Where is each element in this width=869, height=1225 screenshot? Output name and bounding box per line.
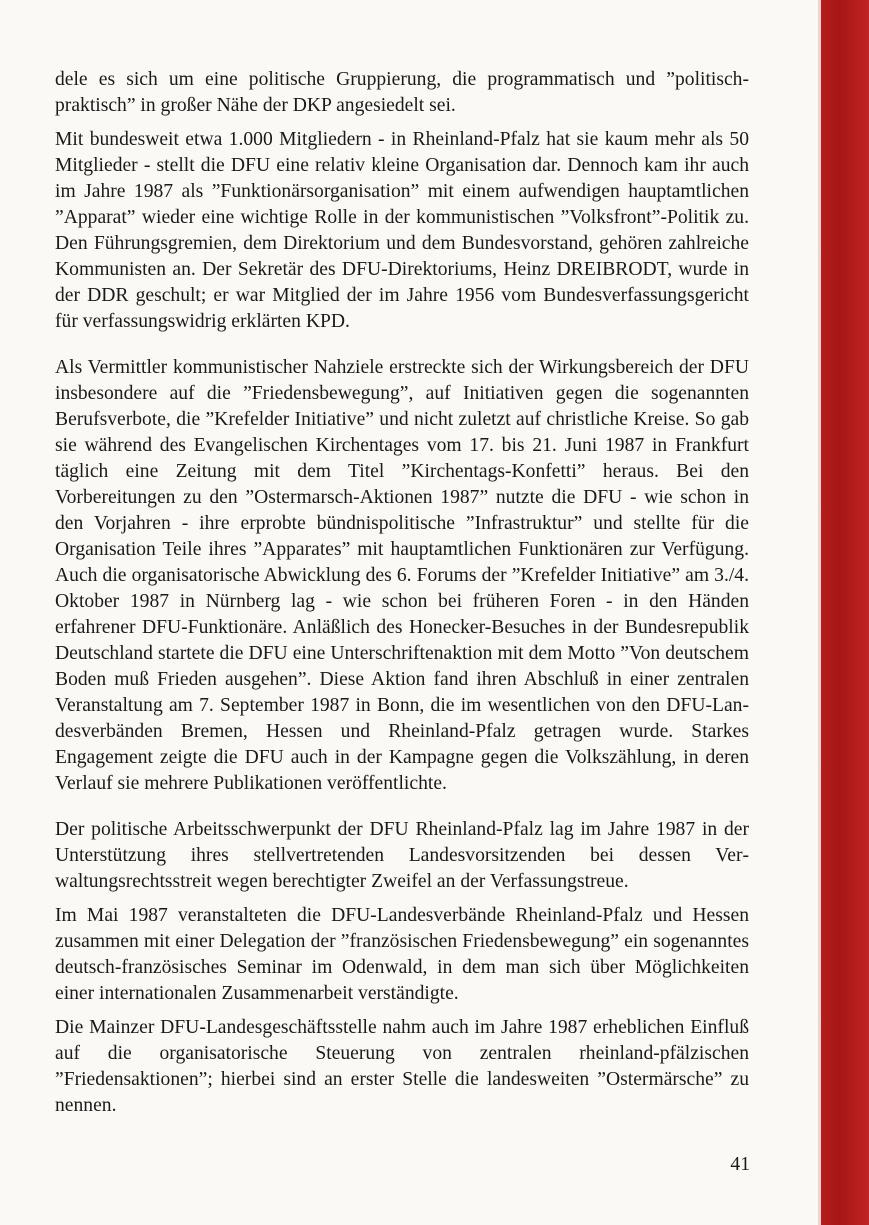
- red-margin-band: [821, 0, 869, 1225]
- paragraph-spacer: [55, 1007, 749, 1015]
- paragraph-3: Als Vermittler kommunistischer Nahziele erstreckte sich der Wirkungsbereich der DFU insbesondere auf die ”Friedensbewegung”, auf Initiativen gegen die sogenannten Berufsverbote, die ”Krefelder Initiative” und nicht zuletzt auf christliche Kreise. So gab sie während des Evangelischen Kirchentages vom 17. bis 21. Juni 1987 in Frankfurt täglich eine Zeitung mit dem Titel ”Kirchentags-Konfetti” heraus. Bei den Vorbereitungen zu den ”Ostermarsch-Aktionen 1987” nutzte die DFU - wie schon in den Vorjahren - ihre erprobte bündnispolitische ”Infrastruktur” und stellte für die Organisation Teile ihres ”Apparates” mit hauptamtlichen Funktionären zur Verfügung. Auch die organisatorische Abwicklung des 6. Forums der ”Krefelder Initiative” am 3./4. Oktober 1987 in Nürnberg lag - wie schon bei früheren Foren - in den Händen erfahrener DFU-Funktionäre. Anläßlich des Honecker-Besuches in der Bundesrepublik Deutschland startete die DFU eine Unterschriftenaktion mit dem Motto ”Von deutschem Boden muß Frieden ausgehen”. Diese Aktion fand ihren Abschluß in einer zentralen Veranstaltung am 7. September 1987 in Bonn, die im wesentlichen von den DFU-Landesverbänden Bremen, Hessen und Rheinland-Pfalz getragen wurde. Starkes Engagement zeigte die DFU auch in der Kampagne gegen die Volkszählung, in deren Verlauf sie mehrere Publikationen veröffentlichte.: [55, 357, 749, 794]
- section-spacer: [55, 797, 749, 817]
- section-spacer: [55, 335, 749, 355]
- paragraph-4: Der politische Arbeitsschwerpunkt der DFU Rheinland-Pfalz lag im Jahre 1987 in der Unterstützung ihres stellvertretenden Landesvorsitzenden bei dessen Verwaltungsrechtsstreit wegen berechtigter Zweifel an der Verfassungstreue.: [55, 819, 749, 892]
- paragraph-2: Mit bundesweit etwa 1.000 Mitgliedern - in Rheinland-Pfalz hat sie kaum mehr als 50 Mitglieder - stellt die DFU eine relativ kleine Organisation dar. Dennoch kam ihr auch im Jahre 1987 als ”Funktionärsorganisation” mit einem aufwendigen hauptamtlichen ”Apparat” wieder eine wichtige Rolle in der kommunistischen ”Volksfront”-Politik zu. Den Führungsgremien, dem Direktorium und dem Bundesvorstand, gehören zahlreiche Kommunisten an. Der Sekretär des DFU-Direktoriums, Heinz DREIBRODT, wurde in der DDR geschult; er war Mitglied der im Jahre 1956 vom Bundesverfassungsgericht für verfassungswidrig erklärten KPD.: [55, 129, 749, 332]
- paragraph-5: Im Mai 1987 veranstalteten die DFU-Landesverbände Rheinland-Pfalz und Hessen zusammen mit einer Delegation der ”französischen Friedensbewegung” ein sogenanntes deutsch-französisches Seminar im Odenwald, in dem man sich über Möglichkeiten einer internationalen Zusammenarbeit verständigte.: [55, 905, 749, 1004]
- page-body: [55, 67, 749, 1119]
- paragraph-spacer: [55, 895, 749, 903]
- paragraph-6: Die Mainzer DFU-Landesgeschäftsstelle nahm auch im Jahre 1987 erheblichen Einfluß auf die organisatorische Steuerung von zentralen rheinland-pfälzischen ”Friedensaktionen”; hierbei sind an erster Stelle die landesweiten ”Ostermärsche” zu nennen.: [55, 1017, 749, 1116]
- paragraph-spacer: [55, 119, 749, 127]
- paragraph-1: dele es sich um eine politische Gruppierung, die programmatisch und ”politisch-praktisch” in großer Nähe der DKP angesiedelt sei.: [55, 69, 749, 116]
- page-number: 41: [730, 1154, 750, 1175]
